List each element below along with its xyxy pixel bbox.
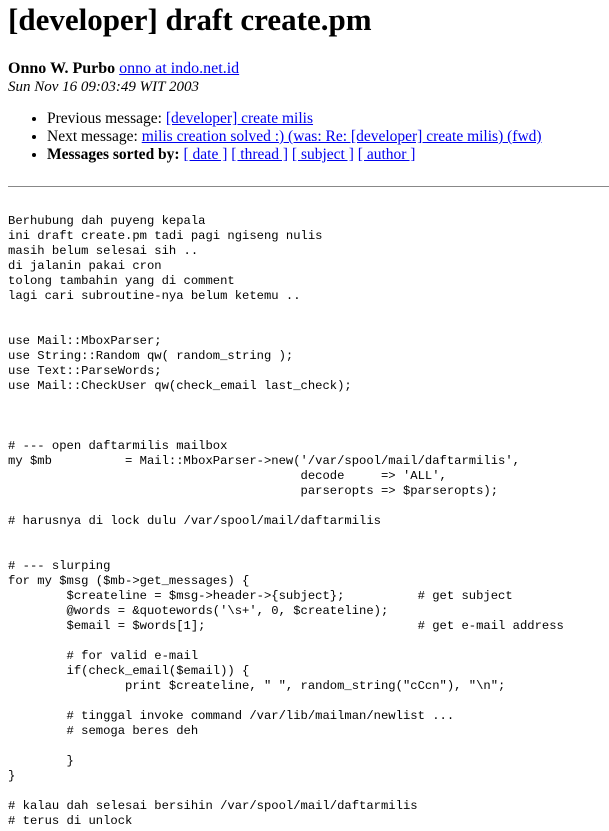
next-message-link[interactable]: milis creation solved :) (was: Re: [developer] create milis) (fwd): [141, 128, 542, 145]
message-navigation: [8, 110, 601, 164]
nav-next-label: Next message:: [47, 128, 138, 145]
sort-by-thread-link[interactable]: [ thread ]: [231, 146, 289, 163]
nav-sorted: [47, 146, 601, 164]
separator: [8, 186, 609, 187]
author-name: Onno W. Purbo: [8, 60, 116, 77]
sort-by-author-link[interactable]: [ author ]: [357, 146, 416, 163]
sorted-by-label: Messages sorted by:: [47, 146, 180, 163]
message-date: Sun Nov 16 09:03:49 WIT 2003: [8, 79, 199, 95]
sort-by-subject-link[interactable]: [ subject ]: [291, 146, 354, 163]
page-title: [developer] draft create.pm: [8, 2, 372, 37]
nav-next: [47, 128, 601, 146]
sort-by-date-link[interactable]: [ date ]: [183, 146, 228, 163]
author-line: [8, 60, 601, 78]
nav-previous-label: Previous message:: [47, 110, 162, 127]
nav-previous: [47, 110, 601, 128]
author-email-link[interactable]: onno at indo.net.id: [119, 60, 240, 77]
message-body: Berhubung dah puyeng kepala ini draft create.pm tadi pagi ngiseng nulis masih belum selesai sih .. di jalanin pakai cron tolong tambahin yang di comment lagi cari subroutine-nya belum ketemu .. use Mail::MboxParser; use String::Random qw( random_string ); use Text::ParseWords; use Mail::CheckUser qw(check_email last_check); # --- open daftarmilis mailbox my $mb = Mail::MboxParser->new('/var/spool/mail/daftarmilis', decode => 'ALL', parseropts => $parseropts); # harusnya di lock dulu /var/spool/mail/daftarmilis # --- slurping for my $msg ($mb->get_messages) { $createline = $msg->header->{subject}; # get subject @words = &quotewords('\s+', 0, $createline); $email = $words[1]; # get e-mail address # for valid e-mail if(check_email($email)) { print $createline, " ", random_string("cCcn"), "\n"; # tinggal invoke command /var/lib/mailman/newlist ... # semoga beres deh } } # kalau dah selesai bersihin /var/spool/mail/daftarmilis # terus di unlock: [8, 214, 564, 828]
previous-message-link[interactable]: [developer] create milis: [165, 110, 314, 127]
